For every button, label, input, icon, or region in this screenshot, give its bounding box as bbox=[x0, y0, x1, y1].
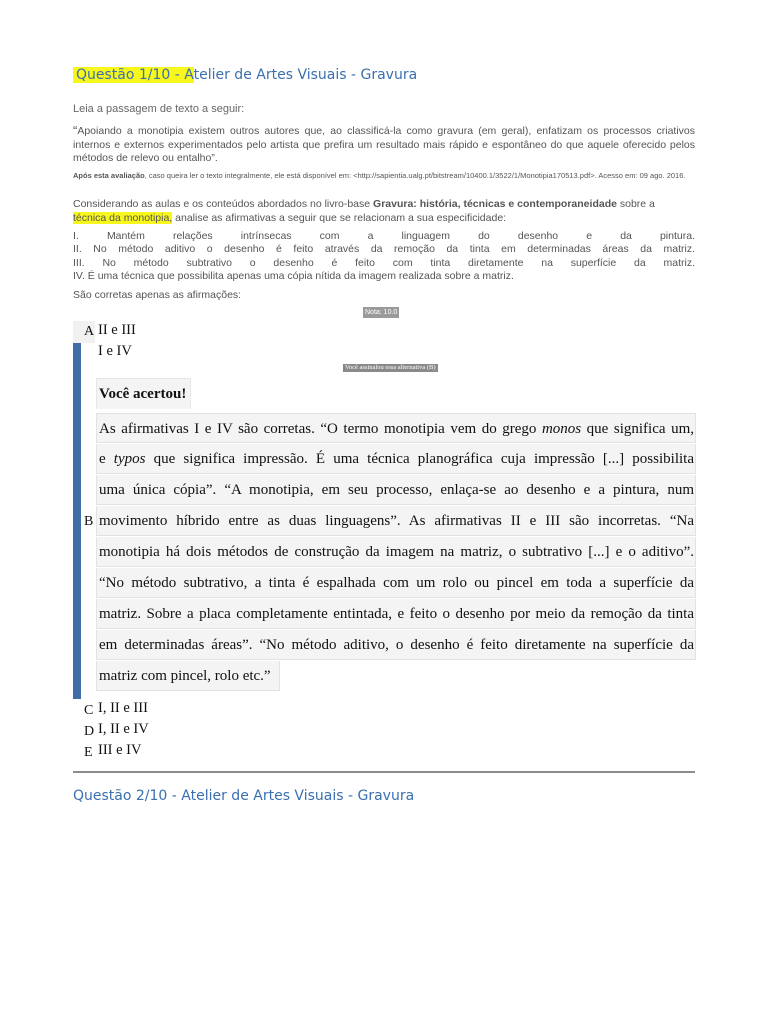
feedback-line bbox=[96, 413, 696, 443]
feedback-line: “No método subtrativo, a tinta é espalhada com um rolo ou pincel em toda a superfície da bbox=[96, 568, 696, 598]
feedback-l1i: monos bbox=[541, 421, 582, 437]
selected-alternative-note: Você assinalou essa alternativa (B) bbox=[345, 364, 436, 371]
option-e-letter[interactable]: E bbox=[84, 745, 93, 760]
intro-text: Leia a passagem de texto a seguir: bbox=[73, 103, 245, 115]
feedback-line: matriz com pincel, rolo etc.” bbox=[96, 661, 280, 691]
feedback-l1b: que significa um, bbox=[581, 421, 694, 437]
consider-part2: sobre a bbox=[616, 198, 655, 210]
option-c-text[interactable]: I, II e III bbox=[98, 700, 148, 716]
selected-option-bar bbox=[73, 343, 81, 699]
feedback-line: em determinadas áreas”. “No método aditivo, o desenho é feito diretamente na superfície da bbox=[96, 630, 696, 660]
answer-prompt: São corretas apenas as afirmações: bbox=[73, 289, 242, 301]
feedback-l2i: typos bbox=[113, 451, 146, 467]
consider-paragraph bbox=[73, 198, 695, 225]
option-e-text[interactable]: III e IV bbox=[98, 742, 142, 758]
feedback-l1a: As afirmativas I e IV são corretas. “O termo monotipia vem do grego bbox=[99, 421, 542, 437]
option-c-letter[interactable]: C bbox=[84, 703, 94, 718]
source-bold: Após esta avaliação bbox=[73, 171, 145, 180]
feedback-line: movimento híbrido entre as duas linguagens”. As afirmativas II e III são incorretas. “Na bbox=[96, 506, 696, 536]
option-d-letter[interactable]: D bbox=[84, 724, 95, 739]
feedback-line bbox=[96, 444, 696, 474]
consider-part1: Considerando as aulas e os conteúdos abordados no livro-base bbox=[73, 198, 374, 210]
affirmation-3: III. No método subtrativo o desenho é feito com tinta diretamente na superfície da matriz. bbox=[73, 257, 695, 269]
question-divider bbox=[73, 771, 695, 773]
passage-text: Apoiando a monotipia existem outros autores que, ao classificá-la como gravura (em geral), enfatizam os processos criativos internos e externos experimentados pelo artista que prefira um resultado mais rápido e espontâneo do que aquele oferecido pelos métodos de relevo ou entalho”. bbox=[73, 125, 695, 164]
grade-badge: Nota: 10.0 bbox=[365, 309, 398, 316]
correct-answer-label: Você acertou! bbox=[96, 378, 191, 409]
affirmation-2: II. No método aditivo o desenho é feito através da remoção da tinta em determinadas áreas da matriz. bbox=[73, 243, 695, 255]
option-a-text[interactable]: II e III bbox=[98, 322, 136, 338]
book-title: Gravura: história, técnicas e contemporaneidade bbox=[373, 198, 617, 210]
option-b-text[interactable]: I e IV bbox=[98, 343, 132, 359]
option-d-text[interactable]: I, II e IV bbox=[98, 721, 149, 737]
question-1-title-rest: telier de Artes Visuais - Gravura bbox=[193, 67, 418, 83]
consider-part3: analise as afirmativas a seguir que se relacionam a sua especificidade: bbox=[172, 211, 507, 224]
feedback-line: uma única cópia”. “A monotipia, em seu processo, enlaça-se ao desenho e a pintura, num bbox=[96, 475, 696, 505]
question-1-title-highlight: Questão 1/10 - A bbox=[73, 67, 194, 83]
feedback-line: monotipia há dois métodos de construção da imagem na matriz, o subtrativo [...] e o aditivo”. bbox=[96, 537, 696, 567]
question-1-title[interactable] bbox=[73, 67, 417, 83]
option-a-letter[interactable]: A bbox=[84, 324, 95, 339]
passage-quote bbox=[73, 124, 695, 166]
consider-highlight: técnica da monotipia, bbox=[73, 211, 173, 224]
feedback-l2a: e bbox=[99, 451, 114, 467]
feedback-explanation bbox=[96, 413, 696, 692]
feedback-l2b: que significa impressão. É uma técnica planográfica cuja impressão [...] possibilita bbox=[145, 451, 694, 467]
option-b-letter[interactable]: B bbox=[84, 514, 94, 529]
feedback-line: matriz. Sobre a placa completamente entintada, e feito o desenho por meio da remoção da tinta bbox=[96, 599, 696, 629]
source-rest: , caso queira ler o texto integralmente, ele está disponível em: <http://sapientia.ualg.pt/bitstream/10400.1/3522/1/Monotipia170513.pdf>. Acesso em: 09 ago. 2016. bbox=[144, 171, 686, 180]
affirmation-4: IV. É uma técnica que possibilita apenas uma cópia nítida da imagem realizada sobre a matriz. bbox=[73, 270, 514, 282]
affirmation-1: I. Mantém relações intrínsecas com a linguagem do desenho e da pintura. bbox=[73, 230, 695, 242]
source-citation bbox=[73, 170, 695, 182]
question-2-title[interactable]: Questão 2/10 - Atelier de Artes Visuais - Gravura bbox=[73, 788, 415, 804]
open-quote-mark: “ bbox=[73, 123, 78, 138]
